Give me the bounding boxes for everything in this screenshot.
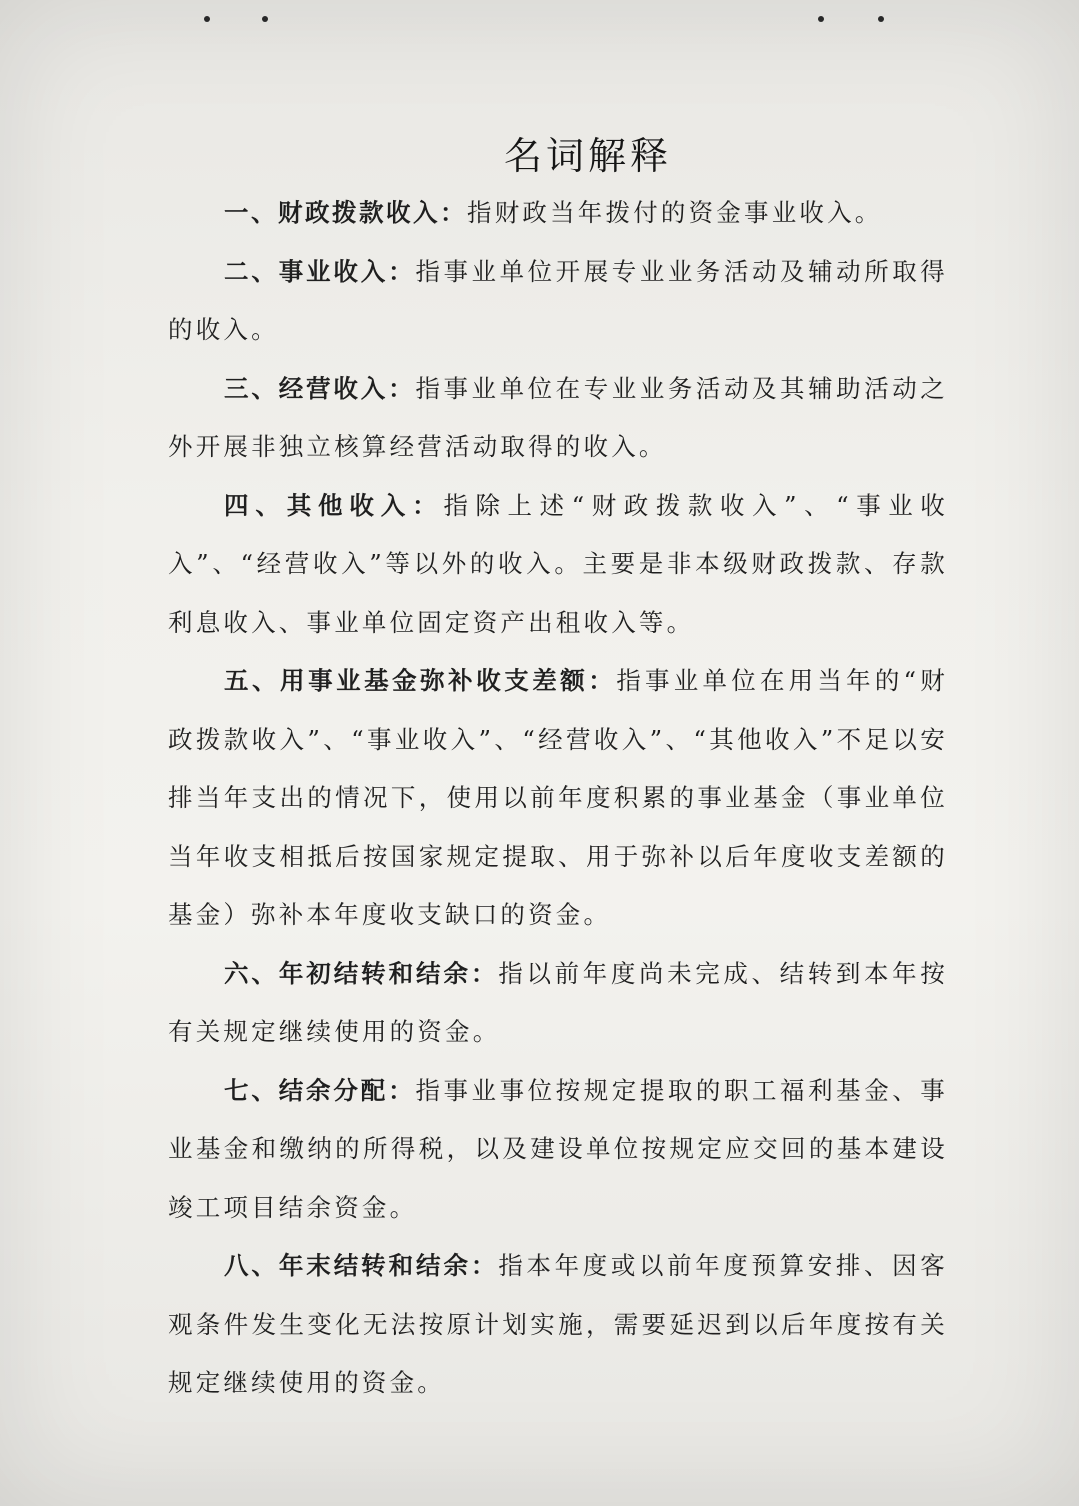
term-definition: 指本年度或以前年度预算安排、因客观条件发生变化无法按原计划实施，需要延迟到以后年度按有关规定继续使用的资金。 [168, 1251, 949, 1397]
term-definition: 指事业单位在用当年的“财政拨款收入”、“事业收入”、“经营收入”、“其他收入”不足以安排当年支出的情况下，使用以前年度积累的事业基金（事业单位当年收支相抵后按国家规定提取、用于弥补以后年度收支差额的基金）弥补本年度收支缺口的资金。 [168, 666, 948, 929]
definition-entry [168, 360, 948, 477]
definition-entry [168, 652, 948, 945]
term-label: 八、年末结转和结余： [224, 1251, 499, 1280]
punch-hole-mark [204, 16, 210, 22]
term-label: 五、用事业基金弥补收支差额： [224, 666, 617, 695]
term-label: 三、经营收入： [224, 373, 416, 403]
punch-hole-mark [262, 16, 268, 22]
term-label: 二、事业收入： [224, 256, 416, 286]
punch-hole-mark [818, 16, 824, 22]
term-definition: 指事业事位按规定提取的职工福利基金、事业基金和缴纳的所得税，以及建设单位按规定应交回的基本建设竣工项目结余资金。 [168, 1075, 948, 1222]
punch-hole-mark [878, 16, 884, 22]
definition-entry [168, 1062, 948, 1238]
definition-entry [168, 243, 948, 360]
term-definition: 指财政当年拨付的资金事业收入。 [467, 198, 883, 227]
document-body [168, 125, 948, 1413]
term-label: 一、财政拨款收入： [224, 198, 467, 227]
definition-entry [168, 1237, 948, 1413]
definition-entry [168, 184, 948, 243]
term-label: 七、结余分配： [224, 1075, 416, 1105]
term-label: 四、其他收入： [224, 490, 444, 520]
term-definition: 指事业单位在专业业务活动及其辅助活动之外开展非独立核算经营活动取得的收入。 [168, 373, 948, 461]
term-definition: 指除上述“财政拨款收入”、“事业收入”、“经营收入”等以外的收入。主要是非本级财政拨款、存款利息收入、事业单位固定资产出租收入等。 [168, 490, 949, 637]
page-title: 名词解释 [503, 134, 672, 178]
definition-entry [168, 945, 948, 1062]
term-label: 六、年初结转和结余： [224, 958, 499, 988]
definition-entry [168, 477, 948, 653]
term-definition: 指事业单位开展专业业务活动及辅动所取得的收入。 [168, 256, 948, 344]
term-definition: 指以前年度尚未完成、结转到本年按有关规定继续使用的资金。 [168, 958, 949, 1046]
